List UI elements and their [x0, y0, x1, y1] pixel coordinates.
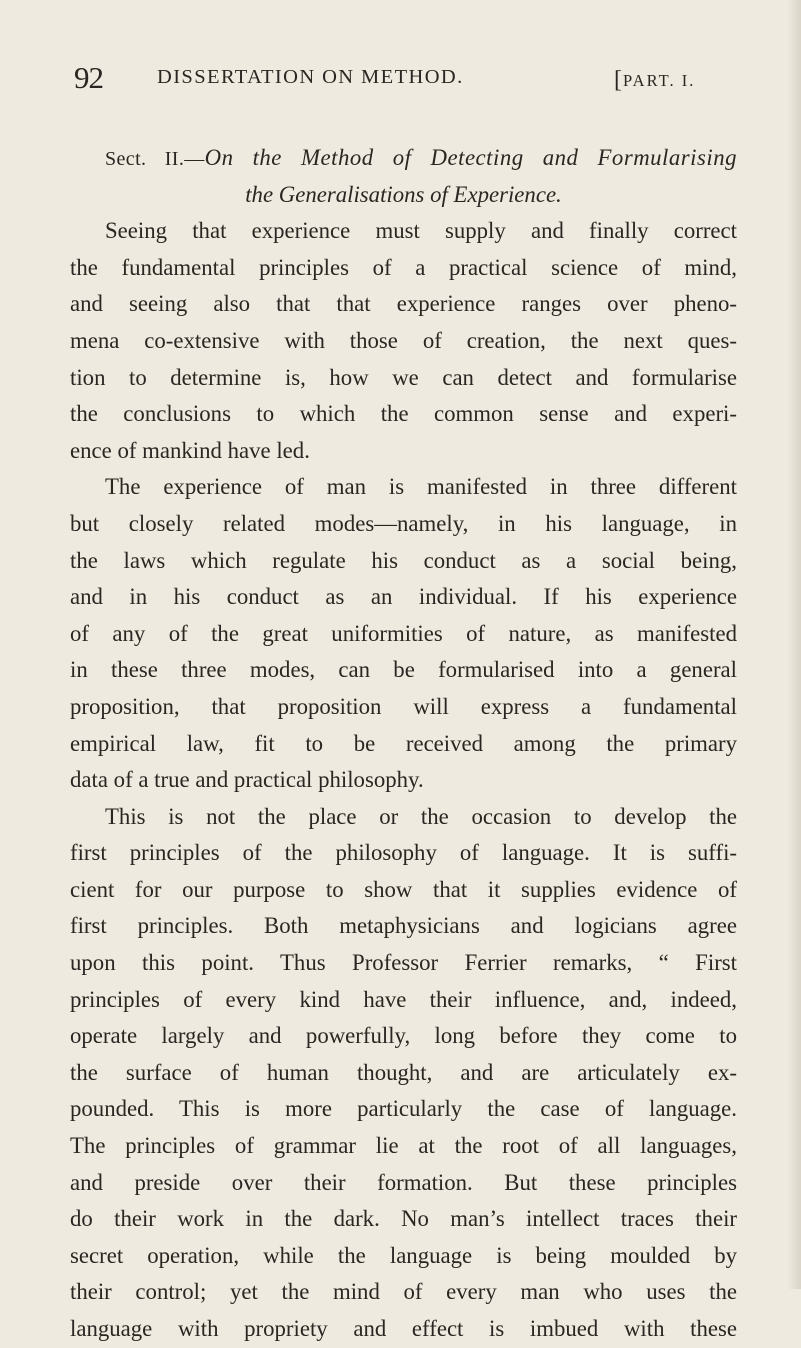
- body-line: of any of the great uniformities of nature, as manifested: [70, 620, 737, 646]
- section-label: Sect. II.—: [105, 148, 205, 170]
- body-line: first principles. Both metaphysicians and logicians agree: [70, 913, 737, 939]
- page-edge-shadow: [787, 0, 801, 1289]
- body-line: do their work in the dark. No man’s intellect traces their: [70, 1206, 737, 1232]
- body-line: pounded. This is more particularly the case of language.: [70, 1096, 737, 1122]
- page-number: 92: [74, 60, 103, 95]
- section-title-part-1: On the Method of Detecting and Formularising: [204, 145, 737, 170]
- body-line: This is not the place or the occasion to develop the: [105, 803, 737, 829]
- section-heading-line-1: [70, 140, 737, 177]
- body-line: language with propriety and effect is imbued with these: [70, 1316, 737, 1341]
- body-line: the fundamental principles of a practical science of mind,: [70, 254, 737, 280]
- body-line: data of a true and practical philosophy.: [70, 767, 424, 793]
- body-line: and in his conduct as an individual. If his experience: [70, 584, 737, 610]
- body-line: ence of mankind have led.: [70, 437, 310, 463]
- body-line: mena co-extensive with those of creation, the next ques-: [70, 327, 737, 353]
- running-title: DISSERTATION ON METHOD.: [157, 66, 464, 88]
- body-line: proposition, that proposition will express a fundamental: [70, 693, 737, 719]
- body-line: upon this point. Thus Professor Ferrier remarks, “ First: [70, 950, 737, 976]
- body-line: the conclusions to which the common sense and experi-: [70, 401, 737, 427]
- part-bracket: [: [614, 67, 623, 93]
- body-line: principles of every kind have their influence, and, indeed,: [70, 986, 737, 1012]
- body-line: empirical law, fit to be received among the primary: [70, 730, 737, 756]
- body-line: Seeing that experience must supply and finally correct: [105, 218, 737, 244]
- body-line: in these three modes, can be formularised into a general: [70, 657, 737, 683]
- body-line: first principles of the philosophy of language. It is suffi-: [70, 840, 737, 866]
- body-line: The experience of man is manifested in three different: [105, 474, 737, 500]
- body-line: The principles of grammar lie at the root of all languages,: [70, 1133, 737, 1159]
- body-line: cient for our purpose to show that it supplies evidence of: [70, 876, 737, 902]
- body-line: the laws which regulate his conduct as a social being,: [70, 547, 737, 573]
- body-line: their control; yet the mind of every man who uses the: [70, 1279, 737, 1305]
- part-label-text: PART. I.: [623, 71, 696, 90]
- body-line: and seeing also that that experience ranges over pheno-: [70, 291, 737, 317]
- body-line: but closely related modes—namely, in his language, in: [70, 510, 737, 536]
- section-heading-line-2: the Generalisations of Experience.: [245, 181, 562, 207]
- body-line: the surface of human thought, and are articulately ex-: [70, 1059, 737, 1085]
- body-line: operate largely and powerfully, long before they come to: [70, 1023, 737, 1049]
- body-line: and preside over their formation. But these principles: [70, 1169, 737, 1195]
- running-head: [74, 58, 724, 98]
- body-line: tion to determine is, how we can detect and formularise: [70, 364, 737, 390]
- part-label: [614, 66, 695, 93]
- body-line: secret operation, while the language is being moulded by: [70, 1242, 737, 1268]
- page-body: [70, 140, 737, 1348]
